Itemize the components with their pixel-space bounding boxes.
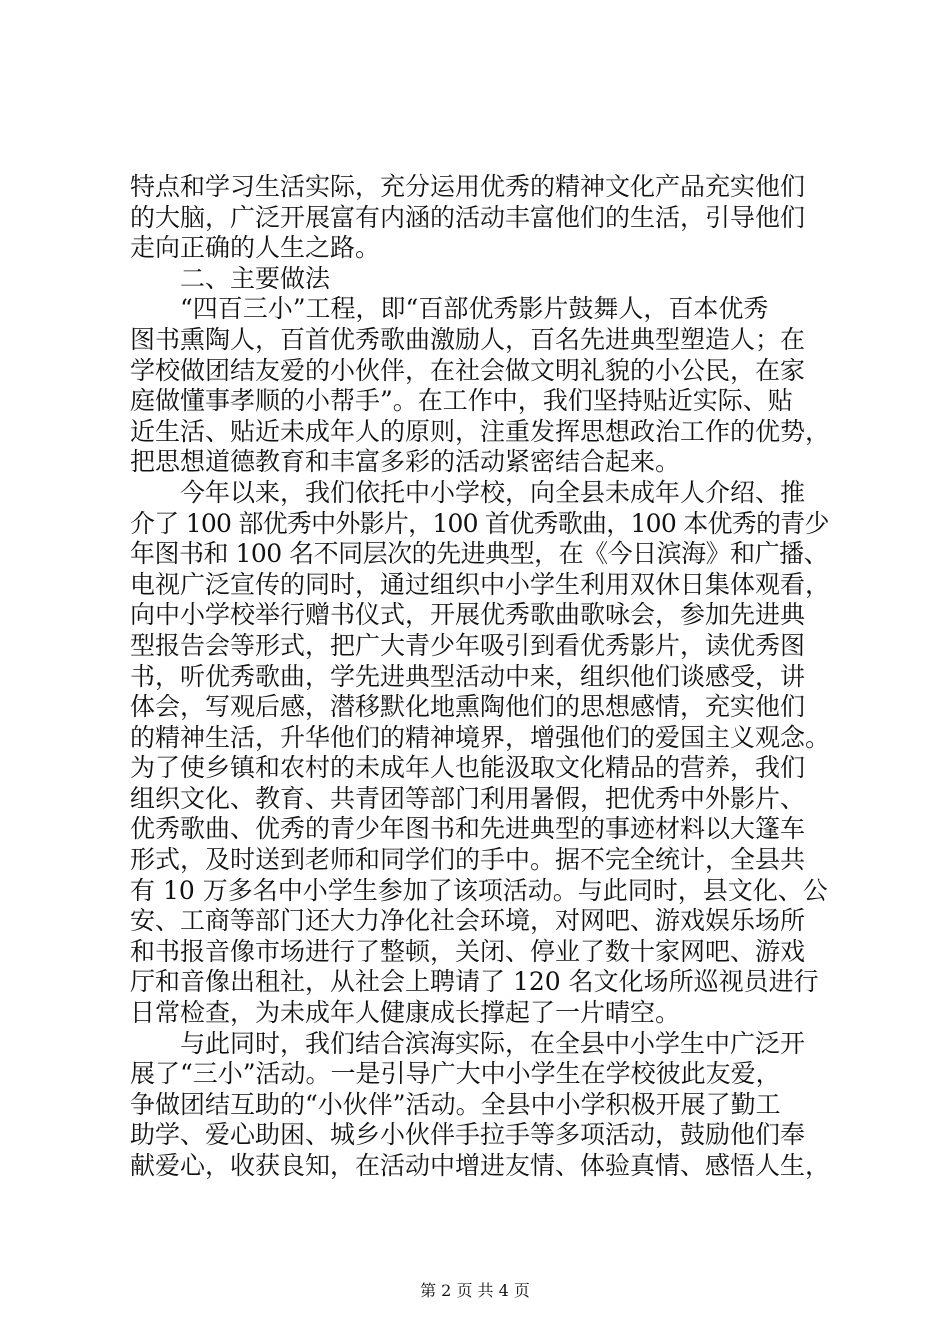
text-line: 把思想道德教育和丰富多彩的活动紧密结合起来。 (130, 447, 681, 477)
text-line: 庭做懂事孝顺的小帮手”。在工作中，我们坚持贴近实际、贴 (130, 386, 793, 416)
text-line: 优秀歌曲、优秀的青少年图书和先进典型的事迹材料以大篷车 (130, 814, 806, 844)
section-heading: 二、主要做法 (130, 263, 331, 293)
text-line: 与此同时，我们结合滨海实际，在全县中小学生中广泛开 (130, 1028, 806, 1058)
text-line: 安、工商等部门还大力净化社会环境，对网吧、游戏娱乐场所 (130, 906, 806, 936)
text-line: 今年以来，我们依托中小学校，向全县未成年人介绍、推 (130, 477, 806, 507)
text-line: 献爱心，收获良知，在活动中增进友情、体验真情、感悟人生， (130, 1151, 831, 1180)
text-line: 的大脑，广泛开展富有内涵的活动丰富他们的生活，引导他们 (130, 202, 806, 232)
text-line: 图书熏陶人，百首优秀歌曲激励人，百名先进典型塑造人；在 (130, 324, 806, 354)
text-line: 体会，写观后感，潜移默化地熏陶他们的思想感情，充实他们 (130, 692, 806, 722)
text-line: 向中小学校举行赠书仪式，开展优秀歌曲歌咏会，参加先进典 (130, 600, 806, 630)
text-line: 年图书和 100 名不同层次的先进典型，在《今日滨海》和广播、 (130, 539, 829, 569)
text-line: “四百三小”工程，即“百部优秀影片鼓舞人，百本优秀 (130, 294, 769, 324)
text-line: 展了“三小”活动。一是引导广大中小学生在学校彼此友爱， (130, 1059, 781, 1089)
text-line: 争做团结互助的“小伙伴”活动。全县中小学积极开展了勤工 (130, 1089, 781, 1119)
text-line: 介了 100 部优秀中外影片，100 首优秀歌曲，100 本优秀的青少 (130, 508, 829, 538)
text-line: 学校做团结友爱的小伙伴，在社会做文明礼貌的小公民，在家 (130, 355, 806, 385)
text-line: 书，听优秀歌曲，学先进典型活动中来，组织他们谈感受，讲 (130, 661, 806, 691)
text-line: 助学、爱心助困、城乡小伙伴手拉手等多项活动，鼓励他们奉 (130, 1120, 806, 1150)
text-line: 近生活、贴近未成年人的原则，注重发挥思想政治工作的优势， (130, 416, 831, 446)
text-line: 厅和音像出租社，从社会上聘请了 120 名文化场所巡视员进行 (130, 967, 819, 997)
text-line: 的精神生活，升华他们的精神境界，增强他们的爱国主义观念。 (130, 722, 831, 752)
text-line: 特点和学习生活实际，充分运用优秀的精神文化产品充实他们 (130, 172, 806, 201)
text-line: 电视广泛宣传的同时，通过组织中小学生利用双休日集体观看， (130, 569, 831, 599)
document-body (130, 172, 830, 1182)
text-line: 有 10 万多名中小学生参加了该项活动。与此同时，县文化、公 (130, 875, 828, 905)
text-line: 型报告会等形式，把广大青少年吸引到看优秀影片，读优秀图 (130, 630, 806, 660)
text-line: 形式，及时送到老师和同学们的手中。据不完全统计，全县共 (130, 845, 806, 875)
text-line: 组织文化、教育、共青团等部门利用暑假，把优秀中外影片、 (130, 783, 806, 813)
text-line: 和书报音像市场进行了整顿，关闭、停业了数十家网吧、游戏 (130, 936, 806, 966)
page-footer: 第 2 页 共 4 页 (420, 1281, 530, 1300)
text-line: 为了使乡镇和农村的未成年人也能汲取文化精品的营养，我们 (130, 753, 806, 783)
text-line: 走向正确的人生之路。 (130, 233, 381, 263)
text-line: 日常检查，为未成年人健康成长撑起了一片晴空。 (130, 998, 681, 1028)
